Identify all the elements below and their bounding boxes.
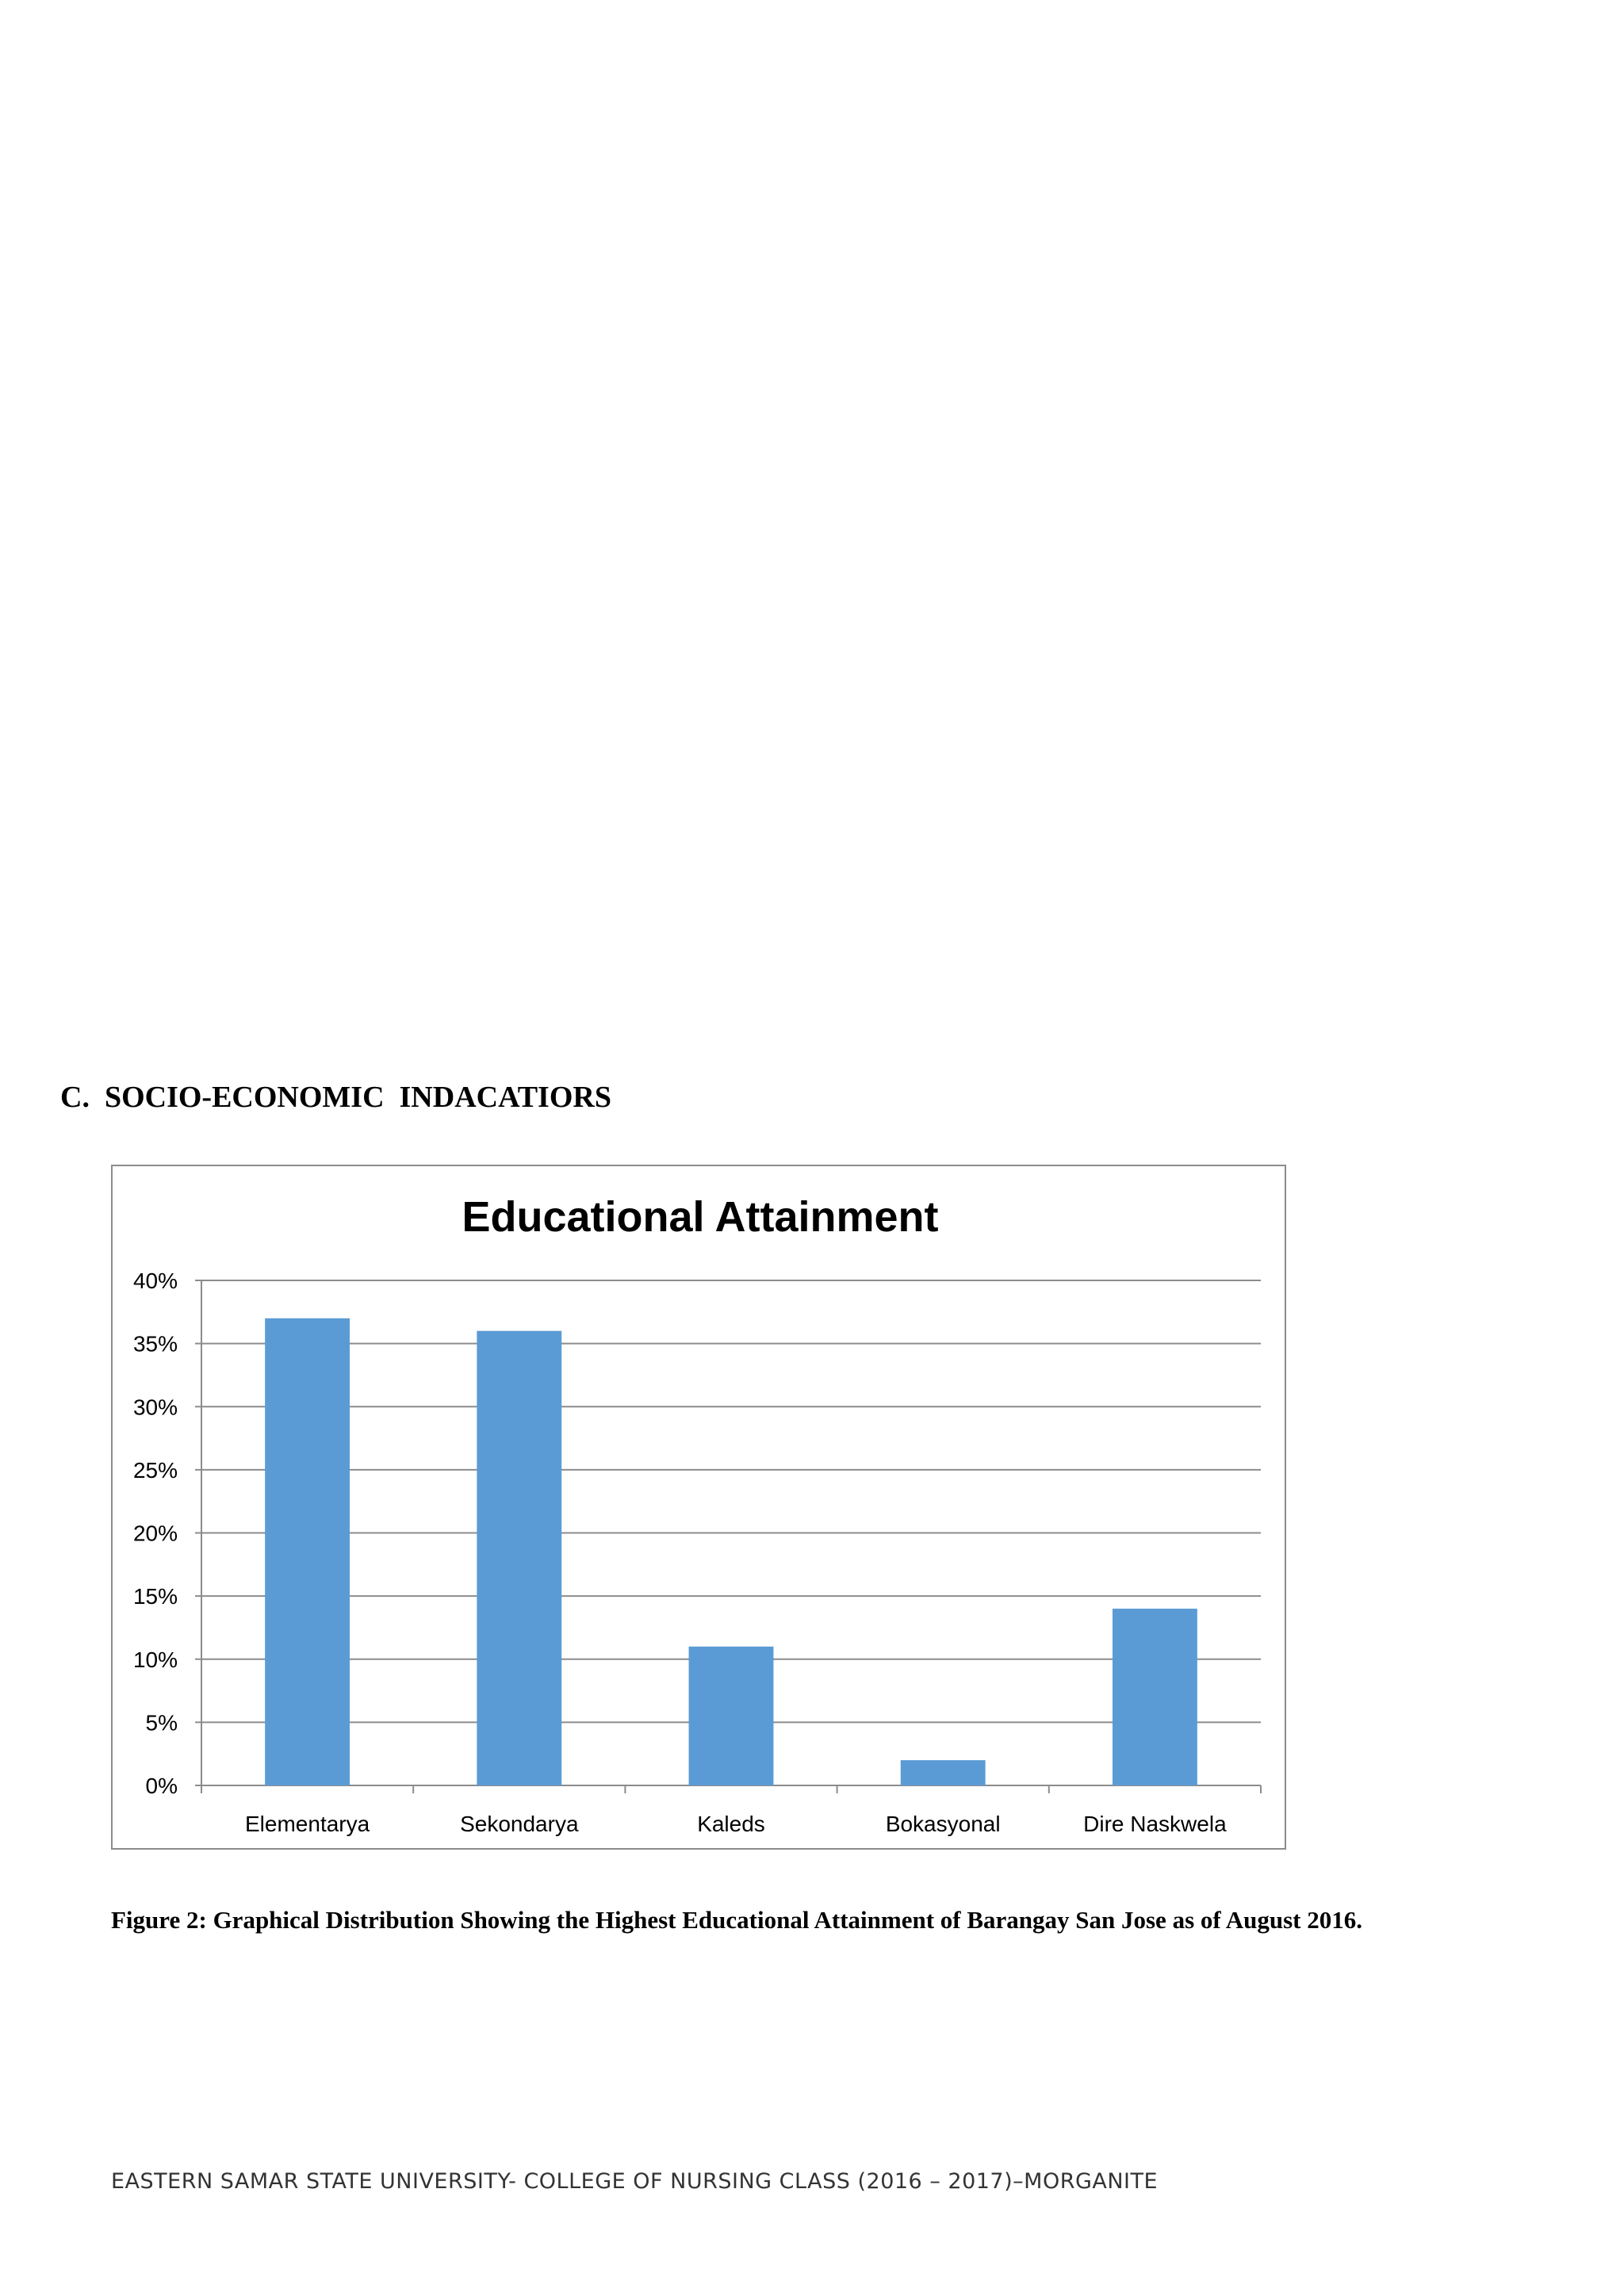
bar-elementarya xyxy=(265,1318,350,1785)
educational-attainment-chart xyxy=(113,1166,1288,1851)
x-category-label: Dire Naskwela xyxy=(1083,1812,1227,1836)
y-tick-label: 5% xyxy=(145,1710,178,1735)
x-category-label: Bokasyonal xyxy=(885,1812,1001,1836)
chart-title: Educational Attainment xyxy=(462,1193,939,1241)
figure-caption: Figure 2: Graphical Distribution Showing the Highest Educational Attainment of Barangay San Jose as of August 2016. xyxy=(111,1906,1363,1934)
x-category-label: Kaleds xyxy=(697,1812,765,1836)
y-tick-label: 0% xyxy=(145,1774,178,1798)
y-tick-label: 20% xyxy=(132,1521,178,1546)
y-tick-label: 25% xyxy=(132,1457,178,1483)
y-tick-label: 10% xyxy=(132,1647,178,1672)
chart-frame xyxy=(111,1165,1286,1850)
bar-kaleds xyxy=(689,1647,774,1785)
y-tick-label: 40% xyxy=(132,1269,178,1293)
bar-dire-naskwela xyxy=(1113,1609,1197,1785)
y-tick-label: 15% xyxy=(132,1584,178,1609)
section-heading: C. SOCIO-ECONOMIC INDACATIORS xyxy=(60,1081,611,1114)
x-category-label: Elementarya xyxy=(245,1812,370,1836)
x-category-label: Sekondarya xyxy=(460,1812,579,1836)
bar-bokasyonal xyxy=(901,1760,986,1785)
bar-sekondarya xyxy=(477,1331,561,1785)
y-tick-label: 35% xyxy=(132,1331,178,1357)
y-tick-label: 30% xyxy=(132,1395,178,1420)
page-footer: EASTERN SAMAR STATE UNIVERSITY- COLLEGE OF NURSING CLASS (2016 – 2017)–MORGANITE xyxy=(111,2169,1159,2194)
